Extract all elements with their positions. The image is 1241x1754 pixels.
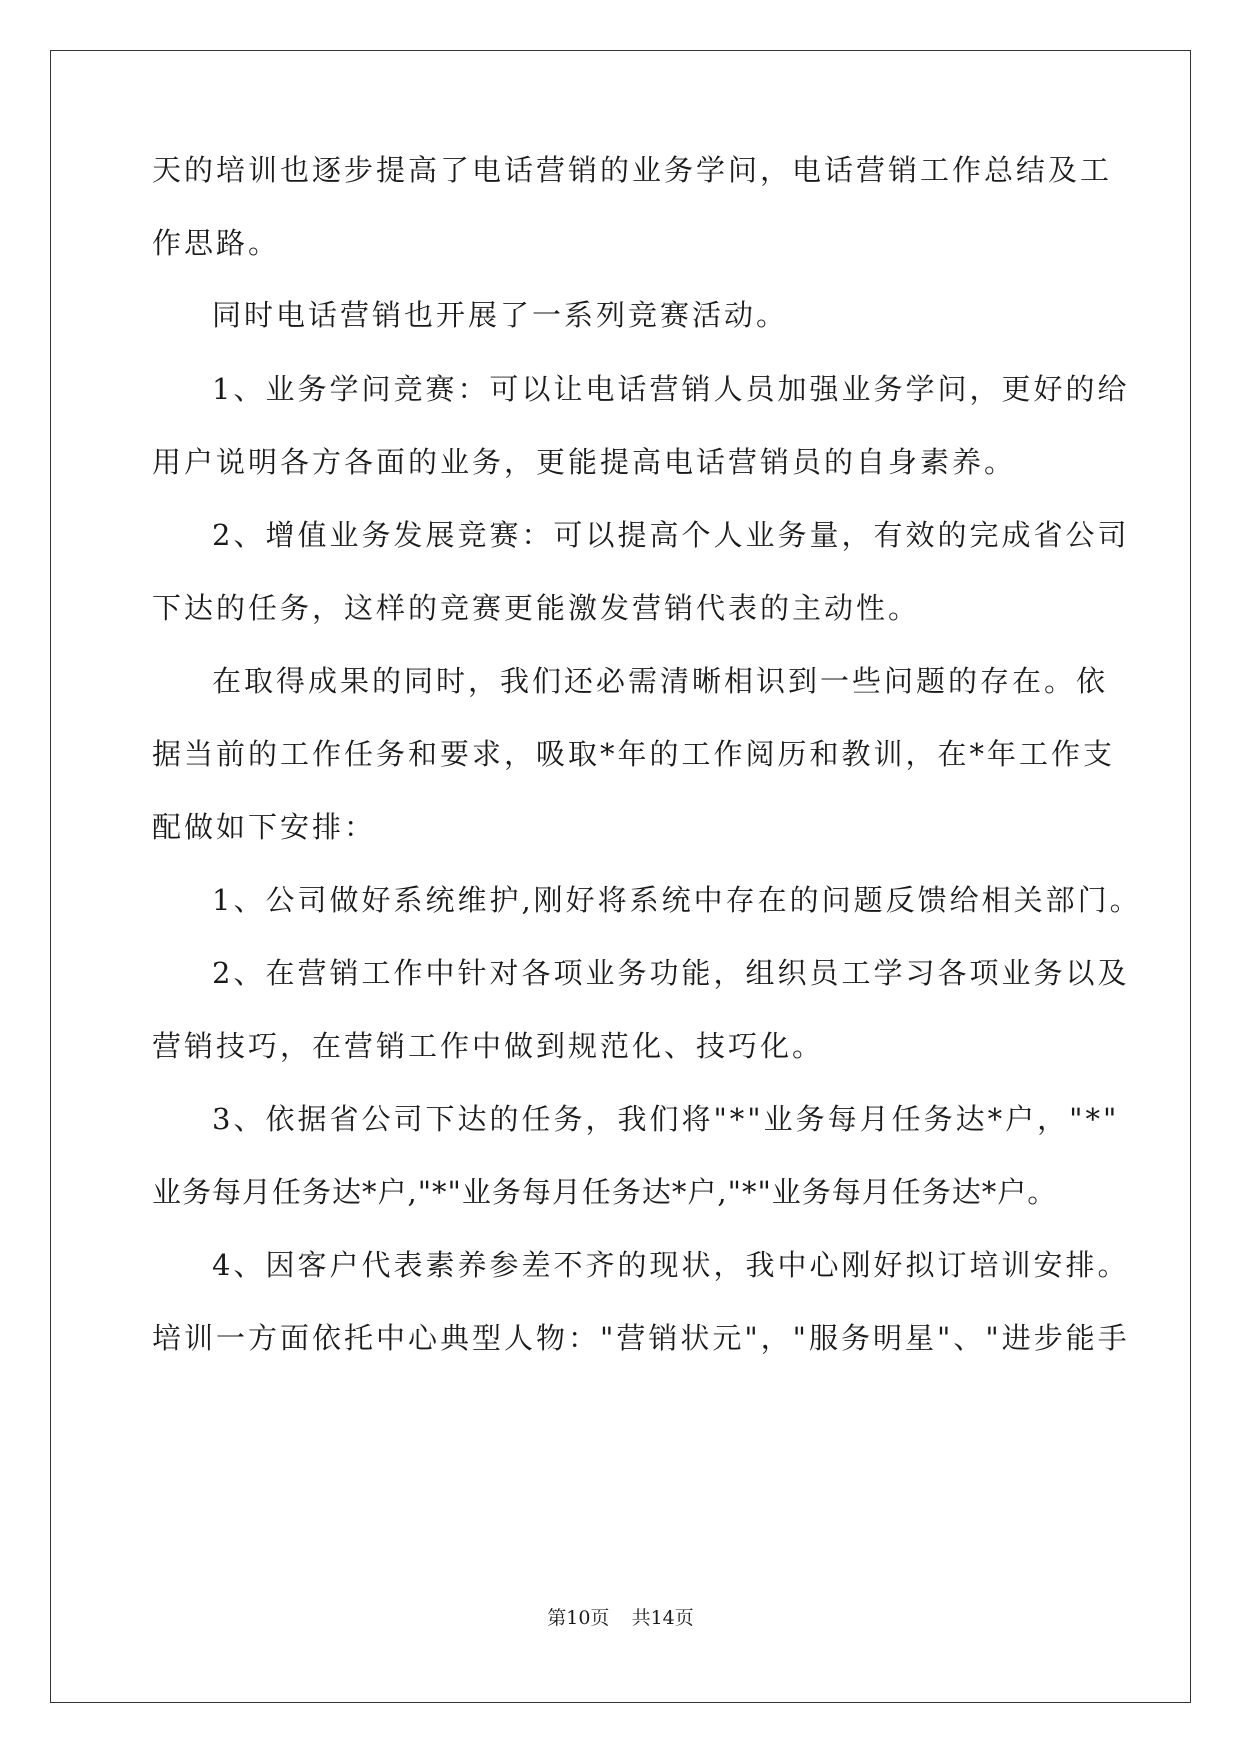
text-line: 在取得成果的同时，我们还必需清晰相识到一些问题的存在。依	[212, 664, 1109, 698]
text-line: 天的培训也逐步提高了电话营销的业务学问，电话营销工作总结及工	[152, 153, 1113, 187]
text-line: 业务每月任务达*户,"*"业务每月任务达*户,"*"业务每月任务达*户。	[152, 1175, 1058, 1209]
text-line: 作思路。	[152, 226, 281, 260]
page-number: 第10页	[547, 1607, 610, 1629]
text-line: 3、依据省公司下达的任务，我们将"*"业务每月任务达*户，"*"	[212, 1102, 1120, 1136]
text-line: 用户说明各方各面的业务，更能提高电话营销员的自身素养。	[152, 445, 1017, 479]
text-line: 培训一方面依托中心典型人物："营销状元"，"服务明星"、"进步能手	[152, 1321, 1130, 1355]
text-line: 下达的任务，这样的竞赛更能激发营销代表的主动性。	[152, 591, 921, 625]
text-line: 1、业务学问竞赛：可以让电话营销人员加强业务学问，更好的给	[212, 372, 1130, 406]
page-total: 共14页	[631, 1607, 694, 1629]
text-line: 2、增值业务发展竞赛：可以提高个人业务量，有效的完成省公司	[212, 518, 1130, 552]
page-footer	[0, 1603, 1241, 1630]
text-line: 据当前的工作任务和要求，吸取*年的工作阅历和教训，在*年工作支	[152, 737, 1116, 771]
text-line: 2、在营销工作中针对各项业务功能，组织员工学习各项业务以及	[212, 956, 1130, 990]
text-line: 同时电话营销也开展了一系列竞赛活动。	[212, 298, 789, 332]
text-line: 配做如下安排：	[152, 810, 377, 844]
text-line: 营销技巧，在营销工作中做到规范化、技巧化。	[152, 1029, 825, 1063]
text-line: 4、因客户代表素养参差不齐的现状，我中心刚好拟订培训安排。	[212, 1248, 1130, 1282]
text-line: 1、公司做好系统维护,刚好将系统中存在的问题反馈给相关部门。	[212, 883, 1142, 917]
